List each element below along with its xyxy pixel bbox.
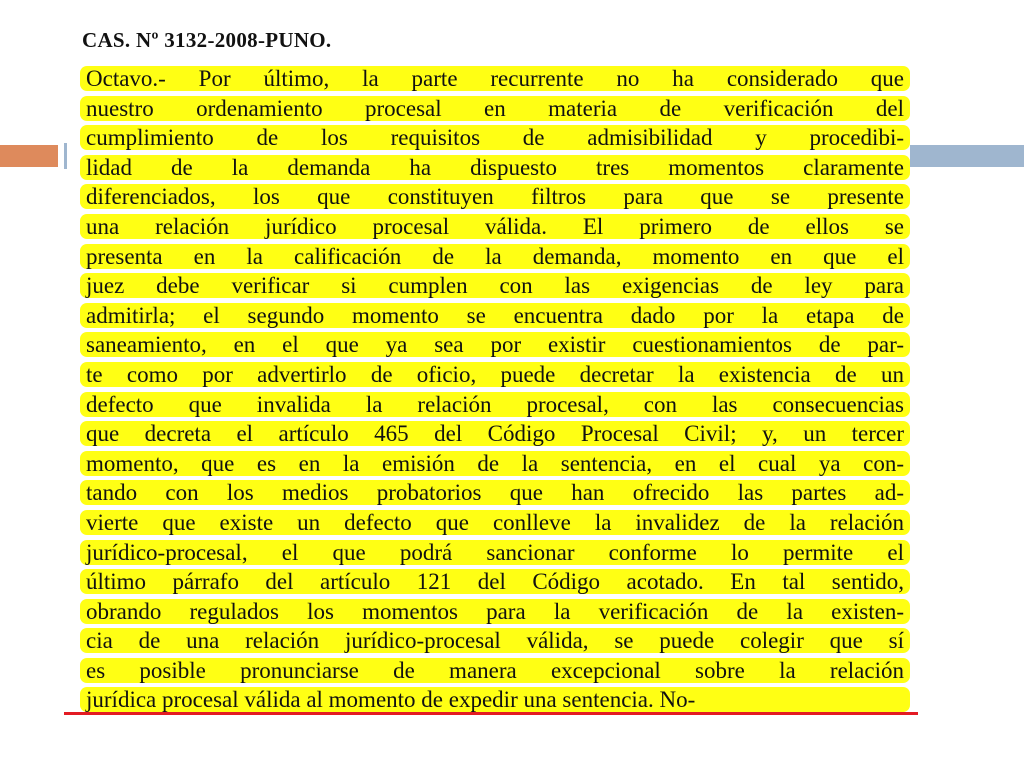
text-line (80, 123, 910, 153)
text-line (80, 508, 910, 538)
text-line (80, 94, 910, 124)
highlighted-text: jurídico-procesal, el que podrá sancionar conforme lo permite el (80, 540, 910, 565)
highlighted-text: cia de una relación jurídico-procesal válida, se puede colegir que sí (80, 628, 910, 653)
text-line (80, 390, 910, 420)
text-line (80, 330, 910, 360)
highlighted-text: tando con los medios probatorios que han ofrecido las partes ad- (80, 480, 910, 505)
highlighted-text: último párrafo del artículo 121 del Código acotado. En tal sentido, (80, 569, 910, 594)
text-line (80, 182, 910, 212)
highlighted-text: que decreta el artículo 465 del Código Procesal Civil; y, un tercer (80, 421, 910, 446)
text-line (80, 567, 910, 597)
highlighted-text: jurídica procesal válida al momento de expedir una sentencia. No- (80, 687, 910, 712)
highlighted-text: saneamiento, en el que ya sea por existir cuestionamientos de par- (80, 332, 910, 357)
slide-accent-bar-left (0, 145, 58, 167)
highlighted-text: momento, que es en la emisión de la sentencia, en el cual ya con- (80, 451, 910, 476)
highlighted-text: te como por advertirlo de oficio, puede decretar la existencia de un (80, 362, 910, 387)
case-reference: CAS. Nº 3132-2008-PUNO. (82, 28, 332, 52)
highlighted-text: admitirla; el segundo momento se encuentra dado por la etapa de (80, 303, 910, 328)
highlighted-text: presenta en la calificación de la demanda, momento en que el (80, 244, 910, 269)
slide-accent-bar-right (910, 145, 1024, 167)
highlighted-text: nuestro ordenamiento procesal en materia de verificación del (80, 96, 910, 121)
text-line (80, 597, 910, 627)
highlighted-text: defecto que invalida la relación procesal, con las consecuencias (80, 392, 910, 417)
highlighted-text: obrando regulados los momentos para la verificación de la existen- (80, 599, 910, 624)
red-underline (64, 712, 918, 715)
highlighted-text: lidad de la demanda ha dispuesto tres momentos claramente (80, 155, 910, 180)
text-line (80, 656, 910, 686)
highlighted-paragraph (80, 64, 910, 715)
text-line (80, 271, 910, 301)
highlighted-text: Octavo.- Por último, la parte recurrente no ha considerado que (80, 66, 910, 91)
slide-accent-tick (64, 143, 67, 169)
text-line (80, 301, 910, 331)
text-line (80, 360, 910, 390)
text-line (80, 153, 910, 183)
text-line (80, 449, 910, 479)
text-line (80, 685, 910, 715)
highlighted-text: cumplimiento de los requisitos de admisibilidad y procedibi- (80, 125, 910, 150)
text-line (80, 419, 910, 449)
text-line (80, 242, 910, 272)
highlighted-text: juez debe verificar si cumplen con las exigencias de ley para (80, 273, 910, 298)
text-line (80, 64, 910, 94)
text-line (80, 212, 910, 242)
text-line (80, 626, 910, 656)
highlighted-text: vierte que existe un defecto que conlleve la invalidez de la relación (80, 510, 910, 535)
text-line (80, 478, 910, 508)
text-line (80, 538, 910, 568)
highlighted-text: diferenciados, los que constituyen filtros para que se presente (80, 184, 910, 209)
highlighted-text: una relación jurídico procesal válida. El primero de ellos se (80, 214, 910, 239)
highlighted-text: es posible pronunciarse de manera excepcional sobre la relación (80, 658, 910, 683)
